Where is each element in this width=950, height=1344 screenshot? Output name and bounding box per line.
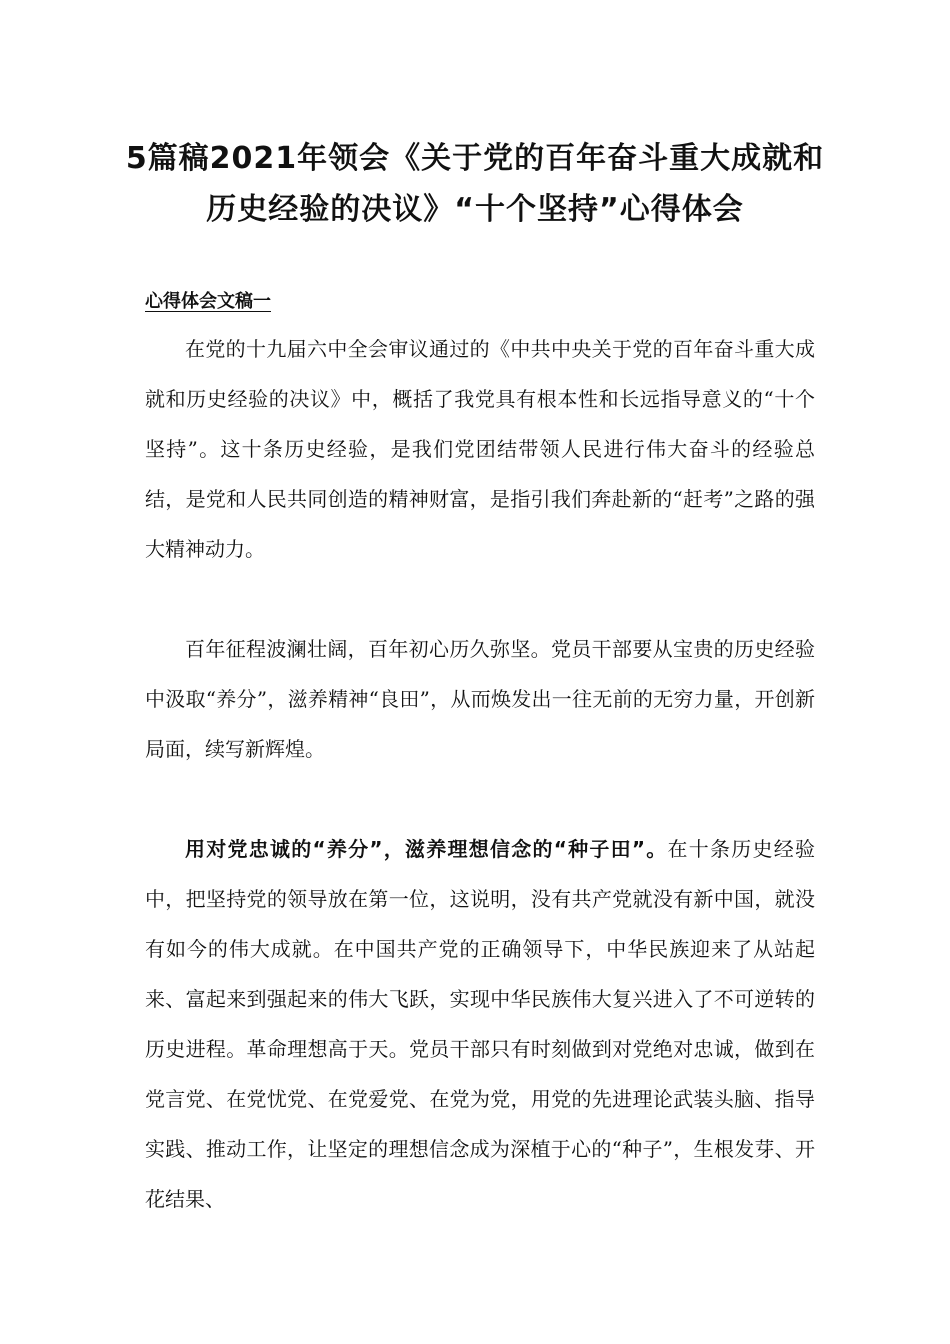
document-title-line-2: 历史经验的决议》“十个坚持”心得体会 [206, 192, 744, 227]
paragraph-2: 百年征程波澜壮阔，百年初心历久弥坚。党员干部要从宝贵的历史经验中汲取“养分”，滋养精神“良田”，从而焕发出一往无前的无穷力量，开创新局面，续写新辉煌。 [145, 637, 815, 761]
paragraph-3-body: 在十条历史经验中，把坚持党的领导放在第一位，这说明，没有共产党就没有新中国，就没有如今的伟大成就。在中国共产党的正确领导下，中华民族迎来了从站起来、富起来到强起来的伟大飞跃，实现中华民族伟大复兴进入了不可逆转的历史进程。革命理想高于天。党员干部只有时刻做到对党绝对忠诚，做到在党言党、在党忧党、在党爱党、在党为党，用党的先进理论武装头脑、指导实践、推动工作，让坚定的理想信念成为深植于心的“种子”，生根发芽、开花结果、 [145, 837, 816, 1211]
section-heading: 心得体会文稿一 [145, 291, 271, 312]
paragraph-1: 在党的十九届六中全会审议通过的《中共中央关于党的百年奋斗重大成就和历史经验的决议》中，概括了我党具有根本性和长远指导意义的“十个坚持”。这十条历史经验，是我们党团结带领人民进行伟大奋斗的经验总结，是党和人民共同创造的精神财富，是指引我们奔赴新的“赶考”之路的强大精神动力。 [145, 337, 815, 561]
paragraph-3 [145, 824, 815, 1224]
document-title-line-1: 5篇稿2021年领会《关于党的百年奋斗重大成就和 [125, 141, 825, 176]
paragraph-3-lead: 用对党忠诚的“养分”，滋养理想信念的“种子田”。 [185, 837, 668, 861]
